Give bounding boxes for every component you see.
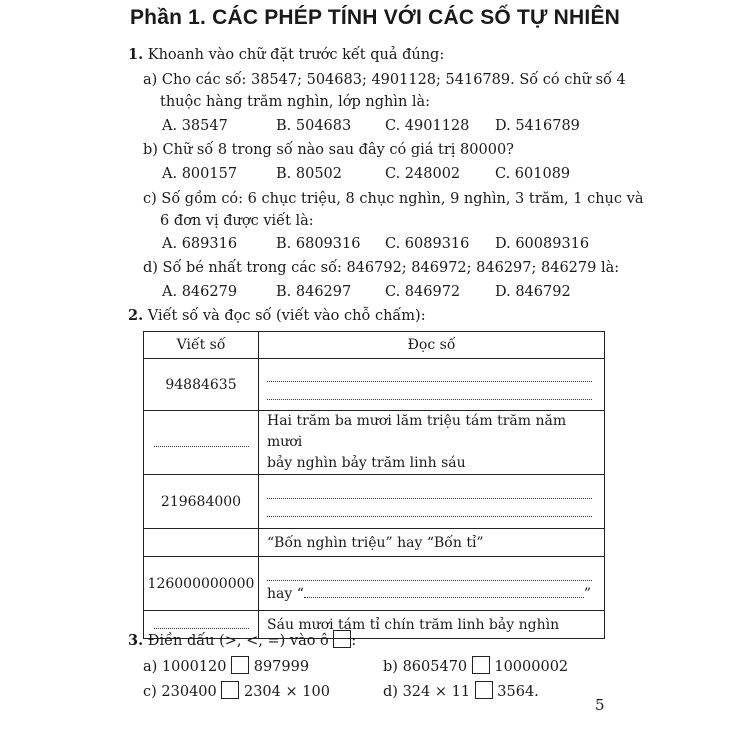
fill-dots[interactable] bbox=[267, 487, 592, 499]
q1a-option-b[interactable]: B. 504683 bbox=[276, 118, 352, 134]
q3a-left: 1000120 bbox=[161, 659, 227, 675]
q1c-line1: c) Số gồm có: 6 chục triệu, 8 chục nghìn, 9 nghìn, 3 trăm, 1 chục và bbox=[143, 191, 644, 207]
header-write-number: Viết số bbox=[144, 332, 259, 359]
q1d-line1: d) Số bé nhất trong các số: 846792; 846972; 846297; 846279 là: bbox=[143, 260, 620, 276]
answer-box-sample bbox=[333, 630, 351, 648]
cell-read-4: “Bốn nghìn triệu” hay “Bốn tỉ” bbox=[259, 529, 605, 557]
question-1-text: Khoanh vào chữ đặt trước kết quả đúng: bbox=[147, 47, 445, 63]
fill-dots[interactable] bbox=[267, 569, 592, 581]
page-number: 5 bbox=[595, 696, 605, 714]
q1a-line2: thuộc hàng trăm nghìn, lớp nghìn là: bbox=[160, 94, 431, 110]
q3-item-a bbox=[143, 656, 309, 675]
read-5-suffix: ” bbox=[583, 585, 592, 602]
q3-item-d bbox=[383, 681, 539, 700]
q3d-answer-box[interactable] bbox=[475, 681, 493, 699]
table-row bbox=[144, 359, 605, 411]
q3d-left: 324 × 11 bbox=[402, 684, 471, 700]
q1b-option-a[interactable]: A. 800157 bbox=[162, 166, 238, 182]
read-5-line2 bbox=[267, 586, 604, 602]
read-5-prefix: hay “ bbox=[267, 585, 304, 602]
number-reading-table bbox=[143, 331, 605, 639]
q3b-left: 8605470 bbox=[402, 659, 468, 675]
cell-read-1[interactable] bbox=[259, 359, 605, 411]
q3c-label: c) bbox=[143, 684, 157, 700]
question-3-number: 3. bbox=[128, 632, 144, 649]
table-row bbox=[144, 411, 605, 475]
q1c-option-b[interactable]: B. 6809316 bbox=[276, 236, 361, 252]
q3d-label: d) bbox=[383, 684, 398, 700]
fill-dots[interactable] bbox=[154, 617, 249, 629]
question-3-heading bbox=[128, 630, 356, 649]
fill-dots[interactable] bbox=[267, 505, 592, 517]
header-read-number: Đọc số bbox=[259, 332, 605, 359]
q1d-option-d[interactable]: D. 846792 bbox=[495, 284, 571, 300]
q1a-option-c[interactable]: C. 4901128 bbox=[385, 118, 470, 134]
q1d-option-c[interactable]: C. 846972 bbox=[385, 284, 461, 300]
read-2-line1: Hai trăm ba mươi lăm triệu tám trăm năm mươi bbox=[267, 413, 567, 450]
page-title: Phần 1. CÁC PHÉP TÍNH VỚI CÁC SỐ TỰ NHIÊN bbox=[129, 6, 621, 29]
q1c-line2: 6 đơn vị được viết là: bbox=[160, 213, 314, 229]
question-2-text: Viết số và đọc số (viết vào chỗ chấm): bbox=[147, 308, 426, 324]
q3c-right: 2304 × 100 bbox=[243, 684, 330, 700]
q3-item-b bbox=[383, 656, 568, 675]
fill-dots[interactable] bbox=[154, 435, 249, 447]
cell-read-5[interactable] bbox=[259, 557, 605, 611]
table-header-row bbox=[144, 332, 605, 359]
q3b-answer-box[interactable] bbox=[472, 656, 490, 674]
q1a-option-a[interactable]: A. 38547 bbox=[162, 118, 228, 134]
q3c-left: 230400 bbox=[161, 684, 217, 700]
q3a-right: 897999 bbox=[253, 659, 310, 675]
cell-read-2 bbox=[259, 411, 605, 475]
q1d-option-b[interactable]: B. 846297 bbox=[276, 284, 352, 300]
q1a-line1: a) Cho các số: 38547; 504683; 4901128; 5416789. Số có chữ số 4 bbox=[143, 72, 626, 88]
cell-number-3: 219684000 bbox=[144, 475, 259, 529]
q3-item-c bbox=[143, 681, 330, 700]
fill-dots[interactable] bbox=[267, 388, 592, 400]
cell-read-6: Sáu mươi tám tỉ chín trăm linh bảy nghìn bbox=[259, 611, 605, 639]
cell-number-4[interactable] bbox=[144, 529, 259, 557]
question-3-colon: : bbox=[351, 633, 357, 649]
question-1-heading bbox=[128, 46, 444, 63]
q1b-option-c[interactable]: C. 248002 bbox=[385, 166, 461, 182]
q3d-right: 3564. bbox=[497, 684, 539, 700]
q1c-option-d[interactable]: D. 60089316 bbox=[495, 236, 590, 252]
cell-number-2[interactable] bbox=[144, 411, 259, 475]
table-row bbox=[144, 557, 605, 611]
q3b-right: 10000002 bbox=[494, 659, 569, 675]
q1c-option-c[interactable]: C. 6089316 bbox=[385, 236, 470, 252]
q3a-label: a) bbox=[143, 659, 158, 675]
fill-dots[interactable] bbox=[304, 586, 584, 598]
table-row bbox=[144, 529, 605, 557]
q1b-option-d[interactable]: C. 601089 bbox=[495, 166, 571, 182]
cell-number-5: 126000000000 bbox=[144, 557, 259, 611]
q1b-line1: b) Chữ số 8 trong số nào sau đây có giá trị 80000? bbox=[143, 142, 514, 158]
fill-dots[interactable] bbox=[267, 370, 592, 382]
table-row bbox=[144, 475, 605, 529]
q1a-option-d[interactable]: D. 5416789 bbox=[495, 118, 580, 134]
read-2-line2: bảy nghìn bảy trăm linh sáu bbox=[267, 455, 466, 471]
q1d-option-a[interactable]: A. 846279 bbox=[162, 284, 238, 300]
question-3-text: Điền dấu (>, <, =) vào ô bbox=[147, 633, 329, 649]
question-2-heading bbox=[128, 307, 426, 324]
q3b-label: b) bbox=[383, 659, 398, 675]
q3a-answer-box[interactable] bbox=[231, 656, 249, 674]
q1c-option-a[interactable]: A. 689316 bbox=[162, 236, 238, 252]
cell-read-3[interactable] bbox=[259, 475, 605, 529]
question-2-number: 2. bbox=[128, 307, 144, 324]
question-1-number: 1. bbox=[128, 46, 144, 63]
cell-number-1: 94884635 bbox=[144, 359, 259, 411]
q1b-option-b[interactable]: B. 80502 bbox=[276, 166, 343, 182]
q3c-answer-box[interactable] bbox=[221, 681, 239, 699]
